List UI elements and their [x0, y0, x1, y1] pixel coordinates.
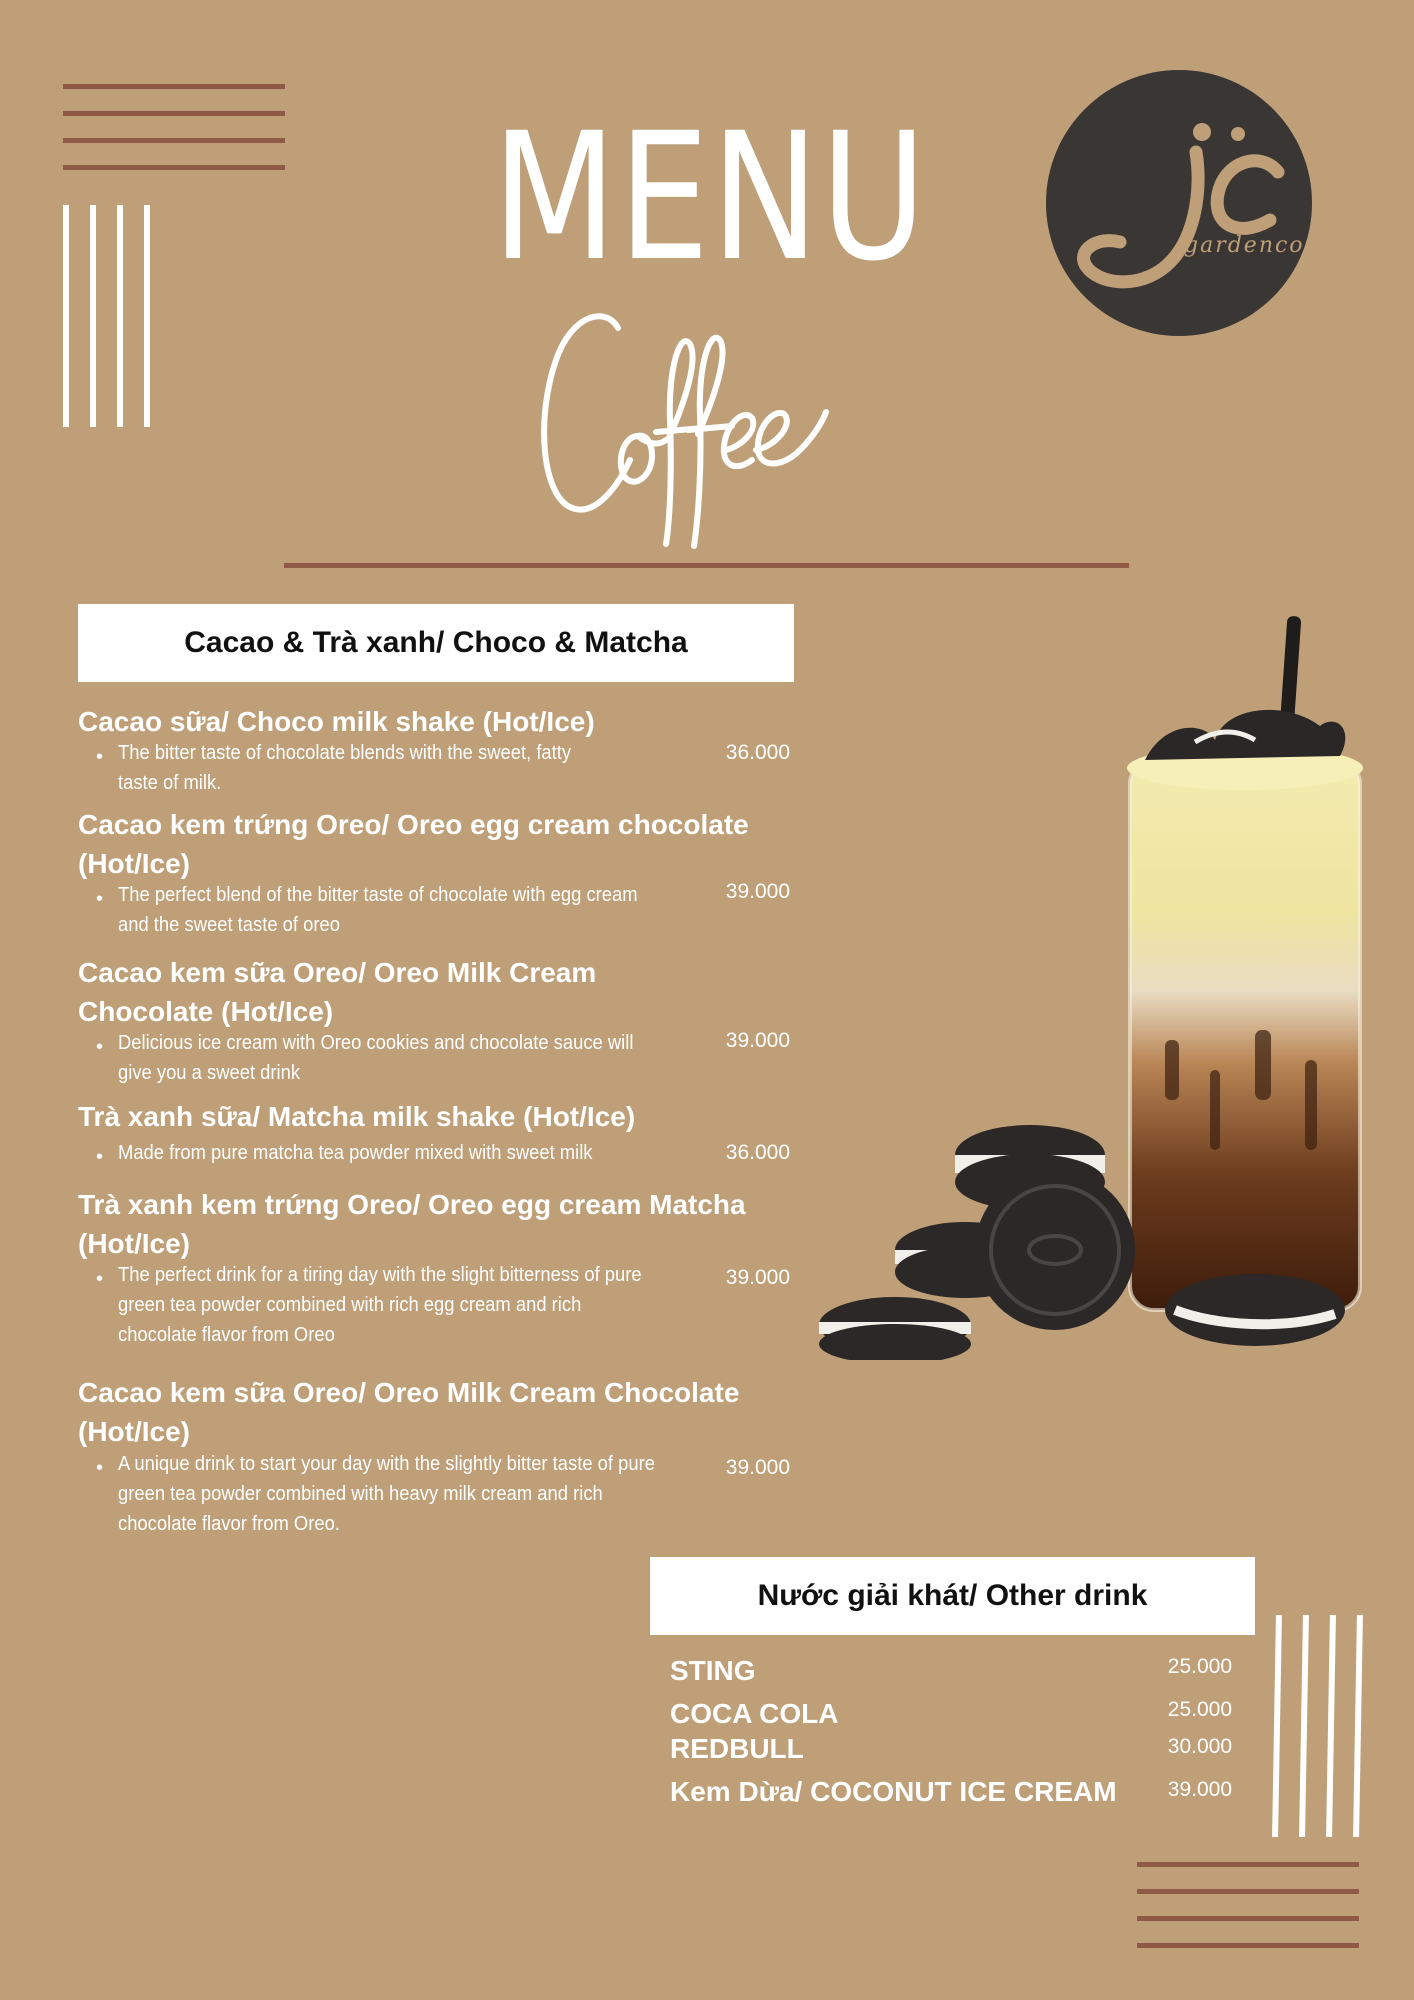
menu-item-price: 39.000 [725, 1456, 790, 1479]
decor-vline [1272, 1615, 1282, 1837]
menu-item-desc: The perfect drink for a tiring day with the slight bitterness of pure green tea powder combined with rich egg cream and rich chocolate flavor from Oreo [118, 1264, 642, 1346]
bullet: • [96, 746, 104, 768]
menu-item-desc: The perfect blend of the bitter taste of chocolate with egg cream and the sweet taste of oreo [118, 884, 638, 936]
drink-price: 30.000 [1167, 1735, 1232, 1758]
menu-item-price: 39.000 [725, 880, 790, 903]
menu-item-name: Cacao kem trứng Oreo/ Oreo egg cream chocolate (Hot/Ice) [78, 809, 749, 879]
menu-item-price: 36.000 [725, 741, 790, 764]
menu-item-desc: A unique drink to start your day with the slightly bitter taste of pure green tea powder combined with heavy milk cream and rich chocolate flavor from Oreo. [118, 1453, 655, 1535]
bullet: • [96, 1146, 104, 1168]
title-divider [284, 563, 1129, 568]
menu-item-name: Trà xanh kem trứng Oreo/ Oreo egg cream Matcha (Hot/Ice) [78, 1189, 746, 1259]
decor-hline [63, 138, 285, 143]
section-heading-other-drink: Nước giải khát/ Other drink [650, 1557, 1255, 1635]
decor-vline [1299, 1615, 1309, 1837]
drink-name: STING [670, 1655, 756, 1686]
menu-item-name: Cacao kem sữa Oreo/ Oreo Milk Cream Chocolate (Hot/Ice) [78, 957, 597, 1027]
menu-item-name: Cacao kem sữa Oreo/ Oreo Milk Cream Chocolate (Hot/Ice) [78, 1377, 740, 1447]
drink-price: 39.000 [1167, 1778, 1232, 1801]
logo-tagline: gardencoffee [1184, 233, 1355, 258]
oreo-drink-photo [815, 610, 1375, 1360]
section-heading-choco-matcha: Cacao & Trà xanh/ Choco & Matcha [78, 604, 794, 682]
decor-hline [1137, 1862, 1359, 1867]
jc-garden-coffee-logo [1046, 70, 1355, 336]
drink-name: COCA COLA [670, 1698, 839, 1729]
decor-vline [63, 205, 69, 427]
menu-item-desc: Made from pure matcha tea powder mixed with sweet milk [118, 1142, 593, 1164]
menu-item-price: 36.000 [725, 1141, 790, 1164]
drink-price: 25.000 [1167, 1698, 1232, 1721]
decor-vline [1353, 1615, 1363, 1837]
bullet: • [96, 1036, 104, 1058]
bullet: • [96, 1457, 104, 1479]
menu-item-desc: Delicious ice cream with Oreo cookies and chocolate sauce will give you a sweet drink [118, 1032, 634, 1084]
decor-hline [1137, 1943, 1359, 1948]
bullet: • [96, 1268, 104, 1290]
drink-price: 25.000 [1167, 1655, 1232, 1678]
decor-hline [1137, 1916, 1359, 1921]
menu-title: MENU [492, 95, 928, 300]
decor-vline [1326, 1615, 1336, 1837]
menu-item-price: 39.000 [725, 1266, 790, 1289]
drink-name: Kem Dừa/ COCONUT ICE CREAM [670, 1776, 1117, 1807]
drink-name: REDBULL [670, 1733, 804, 1764]
decor-vline [90, 205, 96, 427]
decor-hline [63, 165, 285, 170]
decor-vline [117, 205, 123, 427]
decor-hline [1137, 1889, 1359, 1894]
coffee-script-lettering [520, 300, 860, 560]
menu-item-name: Trà xanh sữa/ Matcha milk shake (Hot/Ice) [78, 1101, 636, 1132]
menu-item-name: Cacao sữa/ Choco milk shake (Hot/Ice) [78, 706, 595, 737]
menu-item-desc: The bitter taste of chocolate blends with the sweet, fatty taste of milk. [118, 742, 572, 794]
decor-hline [63, 111, 285, 116]
decor-hline [63, 84, 285, 89]
bullet: • [96, 888, 104, 910]
menu-item-price: 39.000 [725, 1029, 790, 1052]
decor-vline [144, 205, 150, 427]
